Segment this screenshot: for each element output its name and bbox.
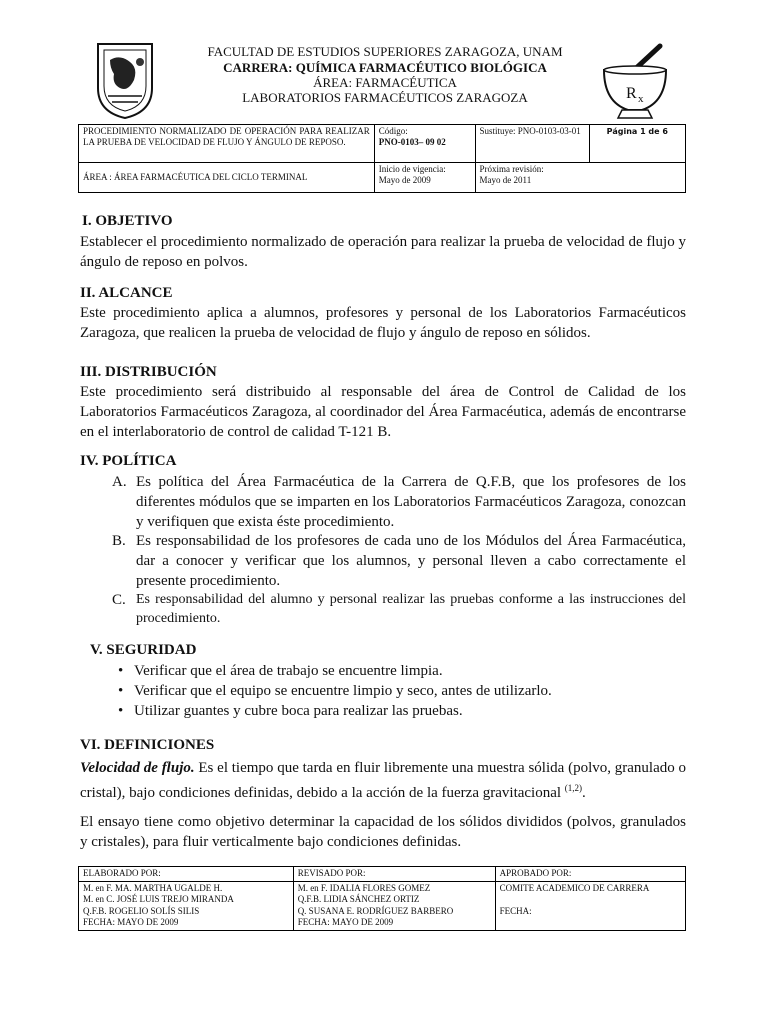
elaborado-label: ELABORADO POR:	[79, 867, 294, 882]
bullet-icon: •	[118, 663, 124, 679]
seguridad-item: Utilizar guantes y cubre boca para realizar las pruebas.	[134, 703, 463, 719]
definition-text: Es el tiempo que tarda en fluir libremente una muestra sólida (polvo, granulado o cristal), bajo condiciones definidas, debido a la acción de la fuerza gravitacional	[80, 760, 687, 801]
politica-item-c: Es responsabilidad del alumno y personal realizar las pruebas conforme a las instrucciones del procedimiento.	[136, 592, 686, 626]
start-date-value: Mayo de 2009	[378, 175, 431, 185]
next-revision-cell	[475, 163, 685, 193]
laboratory-name: LABORATORIOS FARMACÉUTICOS ZARAGOZA	[242, 90, 528, 105]
svg-text:R: R	[626, 85, 637, 102]
definition-end: .	[582, 785, 586, 801]
definition-term: Velocidad de flujo.	[80, 760, 195, 776]
section-objetivo-title: I. OBJETIVO	[82, 213, 173, 229]
aprobado-names	[495, 881, 685, 930]
start-date-label: Inicio de vigencia:	[378, 164, 446, 174]
section-alcance-title: II. ALCANCE	[80, 285, 173, 301]
revisado-line: FECHA: MAYO DE 2009	[297, 917, 394, 927]
next-revision-value: Mayo de 2011	[479, 175, 532, 185]
aprobado-line	[500, 894, 681, 906]
revisado-line: Q.F.B. LIDIA SÁNCHEZ ORTIZ	[297, 894, 420, 904]
revisado-line: M. en F. IDALIA FLORES GOMEZ	[297, 882, 431, 893]
revisado-names	[293, 881, 495, 930]
section-definiciones-title: VI. DEFINICIONES	[80, 737, 215, 753]
politica-marker-b: B.	[112, 533, 126, 549]
svg-text:x: x	[638, 93, 644, 105]
page-number: Página 1 de 6	[589, 125, 685, 163]
approval-table	[78, 866, 686, 931]
section-politica-title: IV. POLÍTICA	[80, 453, 177, 469]
area-cell: ÁREA : ÁREA FARMACÉUTICA DEL CICLO TERMINAL	[79, 163, 375, 193]
seguridad-item: Verificar que el equipo se encuentre limpio y seco, antes de utilizarlo.	[134, 683, 552, 699]
definition-velocidad-flujo	[80, 758, 686, 803]
code-value: PNO-0103– 09 02	[378, 137, 446, 147]
section-distribucion-text: Este procedimiento será distribuido al responsable del área de Control de Calidad de los Laboratorios Farmacéuticos Zaragoza, al coordinador del Área Farmacéutica, además de encontrarse en el interlaboratorio de control de calidad T-121 B.	[80, 384, 686, 440]
politica-marker-c: C.	[112, 592, 126, 608]
faculty-name: FACULTAD DE ESTUDIOS SUPERIORES ZARAGOZA, UNAM	[207, 44, 563, 59]
code-label: Código:	[378, 126, 408, 136]
procedure-title-cell: PROCEDIMIENTO NORMALIZADO DE OPERACIÓN PARA REALIZAR LA PRUEBA DE VELOCIDAD DE FLUJO Y ÁNGULO DE REPOSO.	[79, 125, 375, 163]
document-info-table	[78, 124, 686, 193]
replaces-cell: Sustituye: PNO-0103-03-01	[475, 125, 589, 163]
unam-seal-logo	[90, 40, 160, 120]
section-seguridad-title: V. SEGURIDAD	[90, 642, 197, 658]
elaborado-line: M. en F. MA. MARTHA UGALDE H.	[83, 882, 223, 893]
code-cell	[374, 125, 475, 163]
elaborado-names	[79, 881, 294, 930]
bullet-icon: •	[118, 703, 124, 719]
politica-marker-a: A.	[112, 474, 127, 490]
next-revision-label: Próxima revisión:	[479, 164, 544, 174]
aprobado-line	[500, 917, 681, 929]
revisado-line: Q. SUSANA E. RODRÍGUEZ BARBERO	[297, 905, 454, 916]
definition-reference: (1,2)	[564, 783, 583, 793]
definition-paragraph-2: El ensayo tiene como objetivo determinar la capacidad de los sólidos divididos (polvos, granulados y cristales), para fluir verticalmente bajo condiciones definidas.	[80, 814, 686, 850]
section-objetivo-text: Establecer el procedimiento normalizado de operación para realizar la prueba de velocidad de flujo y ángulo de reposo en polvos.	[80, 234, 686, 270]
area-name: ÁREA: FARMACÉUTICA	[313, 75, 457, 90]
mortar-pestle-rx-logo	[590, 40, 680, 120]
elaborado-line: FECHA: MAYO DE 2009	[83, 917, 179, 927]
start-date-cell	[374, 163, 475, 193]
section-distribucion-title: III. DISTRIBUCIÓN	[80, 364, 217, 380]
aprobado-line: FECHA:	[499, 905, 532, 916]
aprobado-label: APROBADO POR:	[495, 867, 685, 882]
bullet-icon: •	[118, 683, 124, 699]
politica-item-b: Es responsabilidad de los profesores de cada uno de los Módulos del Área Farmacéutica, dar a conocer y verificar que los alumnos, y personal lleven a cabo correctamente el presente procedimiento.	[136, 533, 686, 589]
elaborado-line: Q.F.B. ROGELIO SOLÍS SILIS	[83, 905, 200, 916]
seguridad-item: Verificar que el área de trabajo se encuentre limpia.	[134, 663, 443, 679]
politica-item-a: Es política del Área Farmacéutica de la Carrera de Q.F.B, que los profesores de los diferentes módulos que se imparten en los Laboratorios Farmacéuticos Zaragoza, conozcan y verifiquen que exista éste procedimiento.	[136, 474, 686, 530]
elaborado-line: M. en C. JOSÉ LUIS TREJO MIRANDA	[83, 894, 234, 904]
revisado-label: REVISADO POR:	[293, 867, 495, 882]
career-name: CARRERA: QUÍMICA FARMACÉUTICO BIOLÓGICA	[223, 60, 547, 75]
aprobado-line: COMITE ACADEMICO DE CARRERA	[499, 882, 650, 893]
section-alcance-text: Este procedimiento aplica a alumnos, profesores y personal de los Laboratorios Farmacéuticos Zaragoza, que realicen la prueba de velocidad de flujo y ángulo de reposo en sólidos.	[80, 305, 686, 341]
